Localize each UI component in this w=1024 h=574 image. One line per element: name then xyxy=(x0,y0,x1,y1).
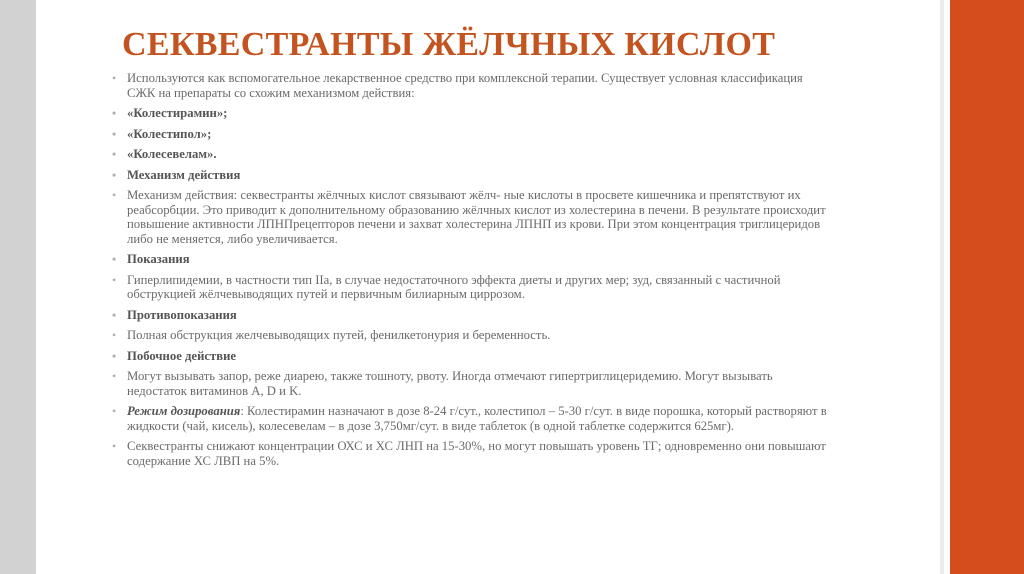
section-heading-indications xyxy=(110,252,830,267)
list-item-indications xyxy=(110,273,830,302)
bullet: • xyxy=(112,188,117,202)
item-text: «Колестирамин»; xyxy=(127,106,228,120)
bullet: • xyxy=(112,126,117,141)
list-item-drug-colesevelam xyxy=(110,147,830,162)
slide-title: СЕКВЕСТРАНТЫ ЖЁЛЧНЫХ КИСЛОТ xyxy=(122,26,776,63)
bullet: • xyxy=(112,348,117,363)
list-item-summary xyxy=(110,439,830,468)
bullet: • xyxy=(112,167,117,182)
bullet: • xyxy=(112,252,117,266)
section-heading-side-effects xyxy=(110,349,830,364)
list-item-contraindications xyxy=(110,328,830,343)
item-text: Могут вызывать запор, реже диарею, также тошноту, рвоту. Иногда отмечают гипертриглицеридемию. Могут вызывать недостаток витаминов A, D и K. xyxy=(127,369,773,398)
item-text: «Колесевелам». xyxy=(127,147,217,161)
bullet: • xyxy=(112,404,117,418)
bullet: • xyxy=(112,439,117,453)
right-decor-line xyxy=(940,0,944,574)
right-accent-bar xyxy=(950,0,1024,574)
item-text: Механизм действия: секвестранты жёлчных кислот связывают жёлч- ные кислоты в просвете кишечника и препятствуют их реабсорбции. Это приводит к дополнительному образованию жёлчных кислот из холестерина в печени. В результате происходит повышение активности ЛПНПрецепторов печени и захват холестерина ЛПНП из крови. При этом концентрация триглицеридов либо не меняется, либо увеличивается. xyxy=(127,188,826,246)
item-text: «Колестипол»; xyxy=(127,126,212,141)
left-decor-bar xyxy=(0,0,36,574)
item-text: Полная обструкция желчевыводящих путей, фенилкетонурия и беременность. xyxy=(127,328,551,342)
section-heading-contraindications xyxy=(110,308,830,323)
bullet: • xyxy=(112,147,117,161)
bullet: • xyxy=(112,106,117,120)
section-heading-mechanism xyxy=(110,168,830,183)
item-text: Показания xyxy=(127,252,190,266)
bullet: • xyxy=(112,307,117,322)
list-item-drug-cholestyramine xyxy=(110,106,830,121)
slide-content xyxy=(110,71,830,474)
list-item-drug-colestipol xyxy=(110,127,830,142)
item-text: Гиперлипидемии, в частности тип IIa, в случае недостаточного эффекта диеты и других мер; зуд, связанный с частичной обструкцией жёлчевыводящих путей и первичным билиарным циррозом. xyxy=(127,272,781,301)
bullet: • xyxy=(112,272,117,287)
item-text: Механизм действия xyxy=(127,167,241,182)
item-text: Секвестранты снижают концентрации ОХС и ХС ЛНП на 15-30%, но могут повышать уровень ТГ; одновременно они повышают содержание ХС ЛВП на 5%. xyxy=(127,439,826,468)
bullet: • xyxy=(112,369,117,383)
list-item-side-effects xyxy=(110,369,830,398)
bullet: • xyxy=(112,328,117,342)
bullet: • xyxy=(112,71,117,85)
item-text: : Колестирамин назначают в дозе 8-24 г/сут., колестипол – 5-30 г/сут. в виде порошка, который растворяют в жидкости (чай, кисель), колесевелам – в дозе 3,750мг/сут. в виде таблеток (в одной таблетке содержится 625мг). xyxy=(127,404,827,433)
list-item-dosage xyxy=(110,404,830,433)
dosage-lead: Режим дозирования xyxy=(127,404,241,418)
item-text: Побочное действие xyxy=(127,348,237,363)
item-text: Противопоказания xyxy=(127,307,237,322)
list-item-mechanism xyxy=(110,188,830,246)
list-item-intro xyxy=(110,71,830,100)
item-text: Используются как вспомогательное лекарственное средство при комплексной терапии. Существует условная классификация СЖК на препараты со схожим механизмом действия: xyxy=(127,71,803,100)
